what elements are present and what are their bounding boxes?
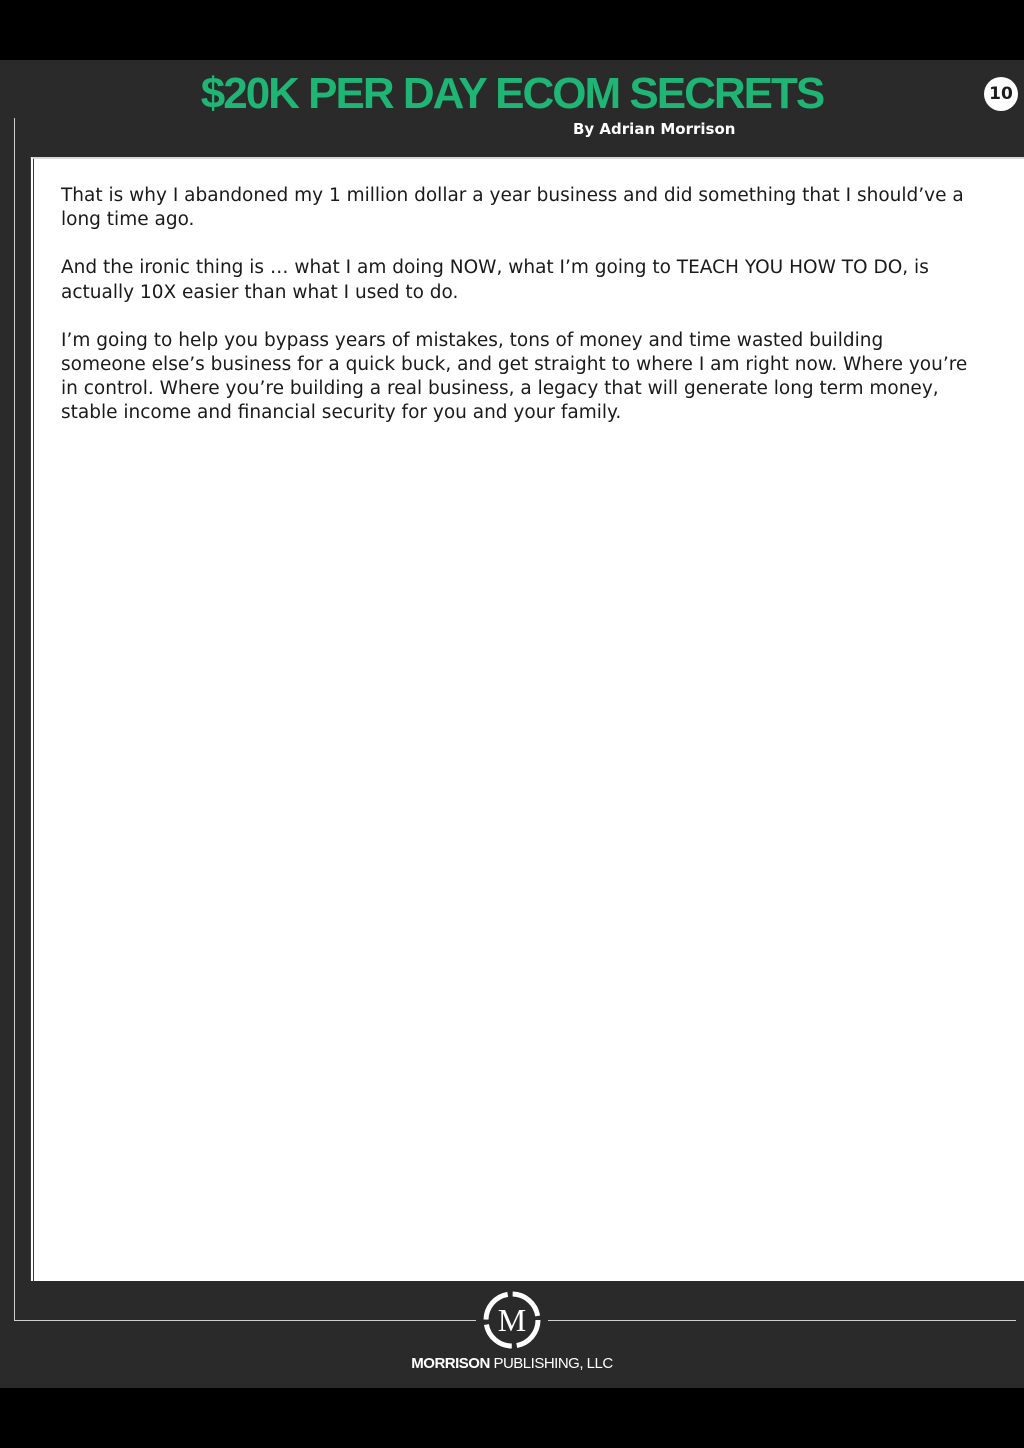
- publisher-name-bold: MORRISON: [411, 1355, 490, 1372]
- paragraph: That is why I abandoned my 1 million dollar a year business and did something that I should’ve a long time ago.: [61, 185, 964, 231]
- page-number-badge: 10: [984, 77, 1018, 111]
- page-title: $20K PER DAY ECOM SECRETS: [200, 69, 824, 118]
- footer-rule-left: [14, 1320, 476, 1321]
- morrison-m-logo-icon: [482, 1290, 542, 1350]
- publisher-name: [0, 1355, 1024, 1372]
- frame-left-line: [14, 118, 15, 1321]
- page: [0, 60, 1024, 1388]
- logo-letter: M: [497, 1302, 527, 1338]
- publisher-name-rest: PUBLISHING, LLC: [489, 1355, 613, 1372]
- footer-rule-right: [548, 1320, 1016, 1321]
- content-area: [30, 157, 1024, 1281]
- body-text: [61, 184, 971, 450]
- author-byline: By Adrian Morrison: [573, 120, 736, 138]
- paragraph: And the ironic thing is … what I am doing NOW, what I’m going to TEACH YOU HOW TO DO, is actually 10X easier than what I used to do.: [61, 257, 929, 303]
- paragraph: I’m going to help you bypass years of mistakes, tons of money and time wasted building someone else’s business for a quick buck, and get straight to where I am right now. Where you’re in control. Where you’re building a real business, a legacy that will generate long term money, stable income and financial security for you and your family.: [61, 329, 968, 424]
